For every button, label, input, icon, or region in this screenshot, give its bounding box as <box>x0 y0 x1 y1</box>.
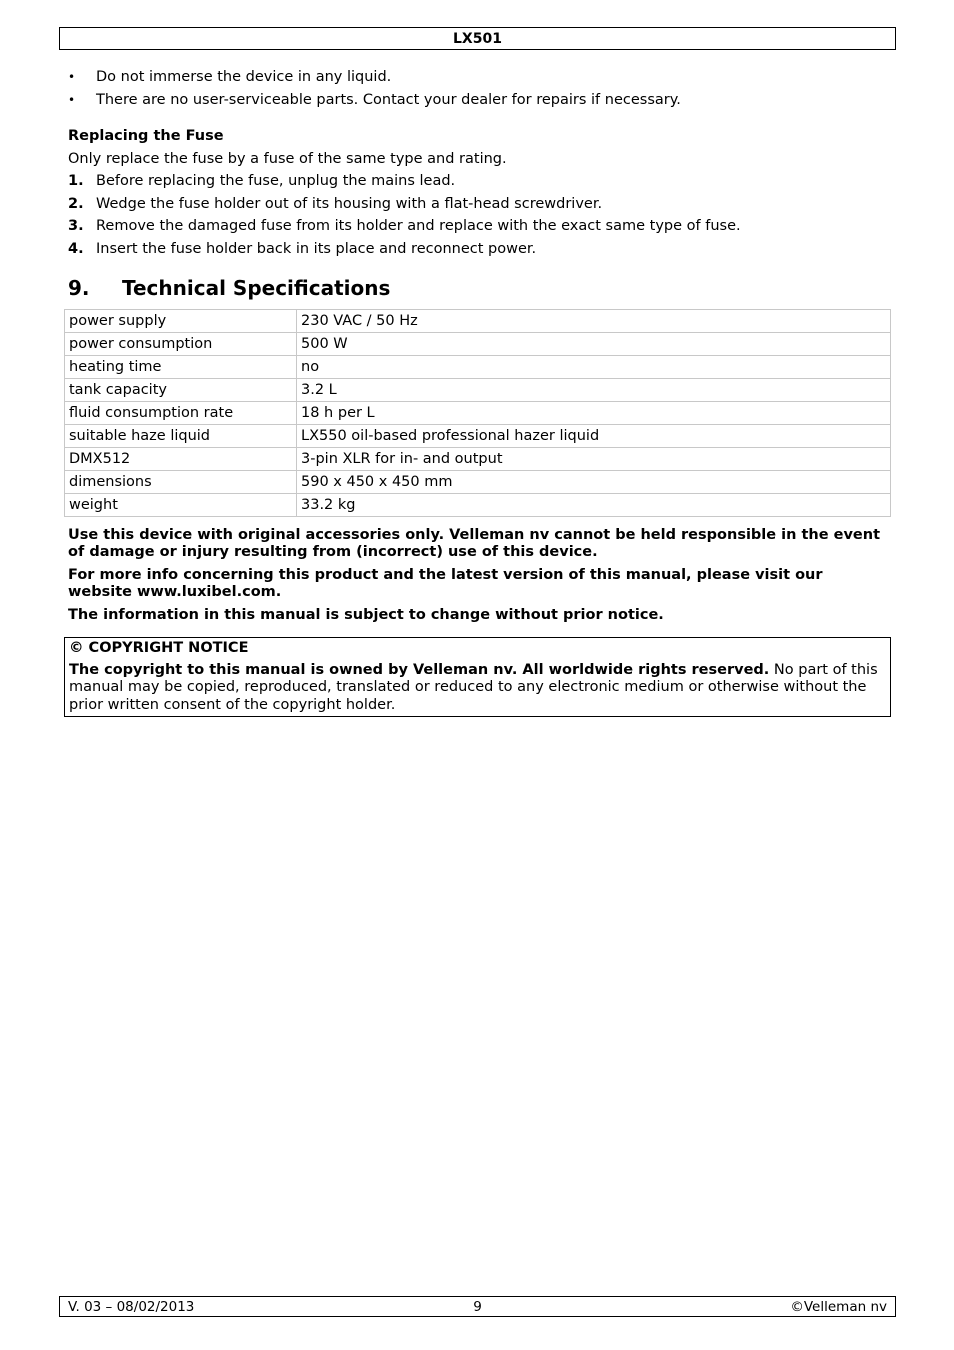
table-row <box>65 310 891 333</box>
bullet-icon: • <box>68 93 76 107</box>
section-title: Technical Specifications <box>122 276 391 300</box>
copyright-box <box>64 637 891 717</box>
spec-key: heating time <box>65 356 297 379</box>
spec-value: 33.2 kg <box>297 494 891 517</box>
page-footer <box>59 1296 896 1317</box>
spec-value: 3-pin XLR for in- and output <box>297 448 891 471</box>
table-row <box>65 471 891 494</box>
version-date: V. 03 – 08/02/2013 <box>68 1299 195 1315</box>
step-text: Insert the fuse holder back in its place and reconnect power. <box>96 240 537 257</box>
copyright-body <box>69 662 886 715</box>
table-row <box>65 448 891 471</box>
spec-value: 3.2 L <box>297 379 891 402</box>
spec-value: 590 x 450 x 450 mm <box>297 471 891 494</box>
fuse-steps-list <box>68 170 898 260</box>
page-header <box>59 27 896 50</box>
list-item <box>68 193 898 216</box>
spec-key: fluid consumption rate <box>65 402 297 425</box>
list-item <box>68 215 898 238</box>
step-text: Remove the damaged fuse from its holder and replace with the exact same type of fuse. <box>96 218 741 234</box>
bullet-icon: • <box>68 70 76 84</box>
spec-value: 500 W <box>297 333 891 356</box>
section-number: 9. <box>68 276 90 300</box>
copyright-owner: ©Velleman nv <box>790 1299 887 1315</box>
step-text: Before replacing the fuse, unplug the mains lead. <box>96 173 456 189</box>
fuse-intro: Only replace the fuse by a fuse of the same type and rating. <box>68 151 507 167</box>
list-item <box>68 89 898 112</box>
safety-bullet-list <box>68 66 898 112</box>
change-notice: The information in this manual is subject to change without prior notice. <box>68 607 664 623</box>
step-number: 1. <box>68 173 84 189</box>
notice-paragraphs <box>68 527 890 630</box>
list-item <box>68 66 898 89</box>
step-text: Wedge the fuse holder out of its housing with a flat-head screwdriver. <box>96 195 603 212</box>
copyright-text: No part of this manual may be copied, reproduced, translated or reduced to any electronic medium or otherwise without the prior written consent of the copyright holder. <box>69 661 878 713</box>
spec-key: weight <box>65 494 297 517</box>
table-row <box>65 402 891 425</box>
list-item <box>68 170 898 193</box>
table-row <box>65 356 891 379</box>
fuse-heading: Replacing the Fuse <box>68 128 224 144</box>
spec-key: DMX512 <box>65 448 297 471</box>
bullet-text: Do not immerse the device in any liquid. <box>96 69 392 85</box>
website-notice: For more info concerning this product and the latest version of this manual, please visit our website www.luxibel.com. <box>68 567 823 600</box>
model-name: LX501 <box>453 31 502 47</box>
page-number: 9 <box>473 1299 482 1315</box>
step-number: 2. <box>68 195 84 212</box>
table-row <box>65 379 891 402</box>
spec-value: no <box>297 356 891 379</box>
copyright-title: © COPYRIGHT NOTICE <box>69 640 249 656</box>
spec-key: power supply <box>65 310 297 333</box>
spec-key: tank capacity <box>65 379 297 402</box>
accessories-notice: Use this device with original accessories only. Velleman nv cannot be held responsible in the event of damage or injury resulting from (incorrect) use of this device. <box>68 527 880 560</box>
bullet-text: There are no user-serviceable parts. Contact your dealer for repairs if necessary. <box>96 92 681 108</box>
step-number: 3. <box>68 218 84 234</box>
table-row <box>65 494 891 517</box>
spec-value: 230 VAC / 50 Hz <box>297 310 891 333</box>
section-heading <box>68 274 390 302</box>
spec-key: power consumption <box>65 333 297 356</box>
step-number: 4. <box>68 240 84 257</box>
table-row <box>65 333 891 356</box>
spec-key: suitable haze liquid <box>65 425 297 448</box>
spec-key: dimensions <box>65 471 297 494</box>
spec-table <box>64 309 891 517</box>
spec-value: 18 h per L <box>297 402 891 425</box>
copyright-bold: The copyright to this manual is owned by Velleman nv. All worldwide rights reserved. <box>69 661 770 678</box>
list-item <box>68 238 898 261</box>
spec-value: LX550 oil-based professional hazer liquid <box>297 425 891 448</box>
table-row <box>65 425 891 448</box>
